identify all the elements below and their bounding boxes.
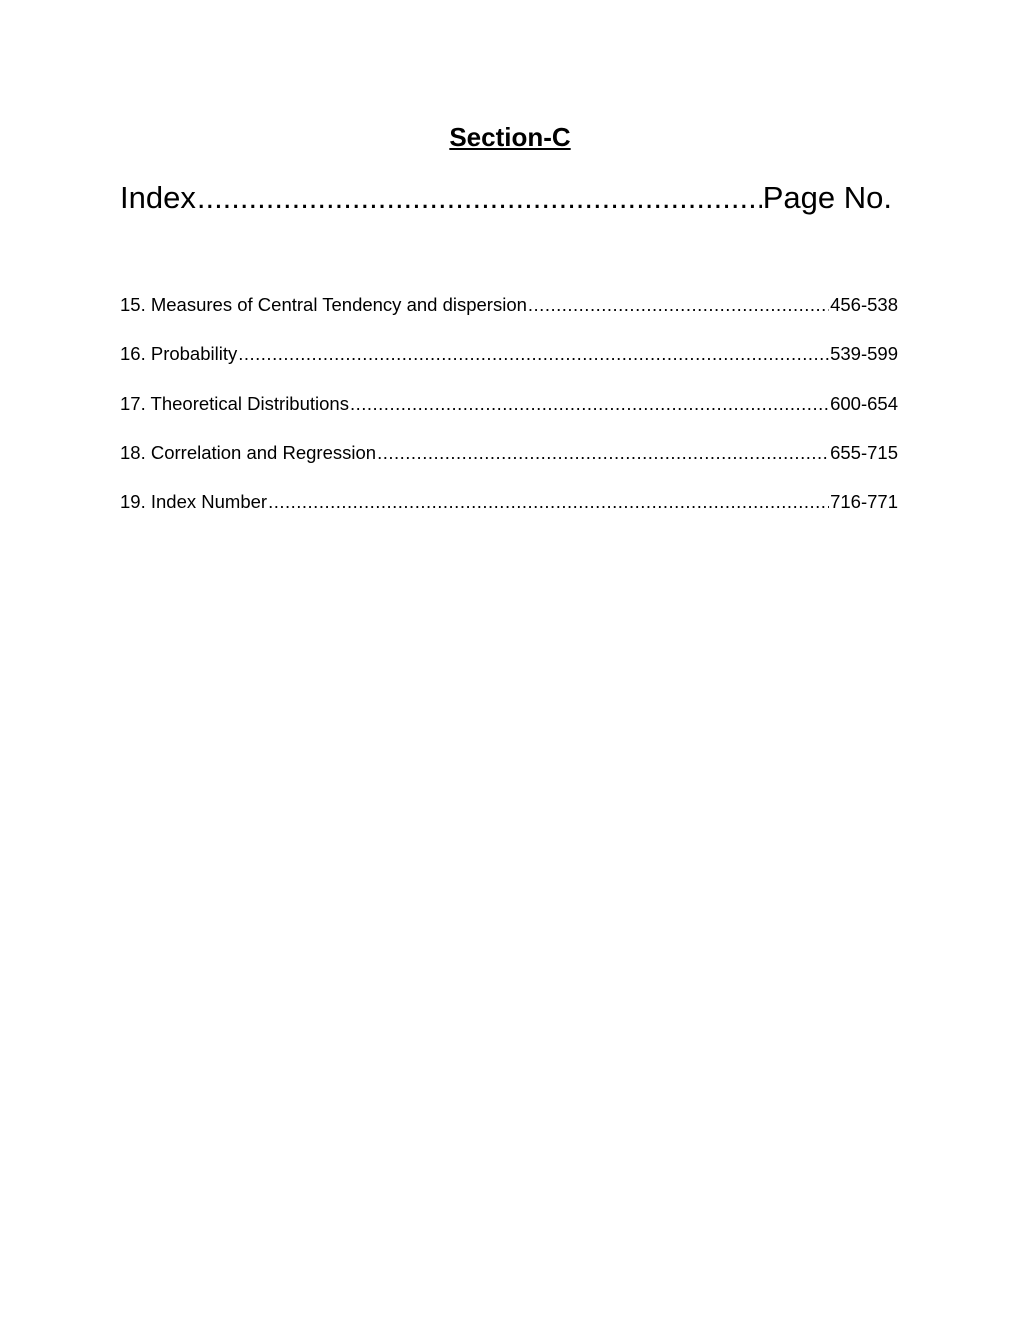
entry-pages: 456-538 [830, 294, 898, 315]
entry-pages: 655-715 [830, 442, 898, 463]
dot-leader [197, 180, 762, 216]
index-header [120, 180, 892, 216]
page-no-label: Page No. [762, 180, 892, 215]
dot-leader [268, 491, 829, 513]
dot-leader [377, 442, 829, 464]
entry-label: 15. Measures of Central Tendency and dispersion [120, 294, 527, 315]
entry-pages: 539-599 [830, 343, 898, 364]
index-entry [120, 393, 898, 415]
dot-leader [238, 343, 829, 365]
entry-label: 17. Theoretical Distributions [120, 393, 349, 414]
index-entry [120, 491, 898, 513]
dot-leader [350, 393, 829, 415]
index-entry [120, 294, 898, 316]
entry-label: 18. Correlation and Regression [120, 442, 377, 463]
index-label: Index [120, 180, 196, 215]
entry-label: 16. Probability [120, 343, 238, 364]
entry-pages: 600-654 [830, 393, 898, 414]
index-entry [120, 442, 898, 464]
entry-pages: 716-771 [830, 491, 898, 512]
entry-label: 19. Index Number [120, 491, 268, 512]
section-title: Section-C [449, 122, 571, 152]
index-entry [120, 343, 898, 365]
dot-leader [528, 294, 829, 316]
